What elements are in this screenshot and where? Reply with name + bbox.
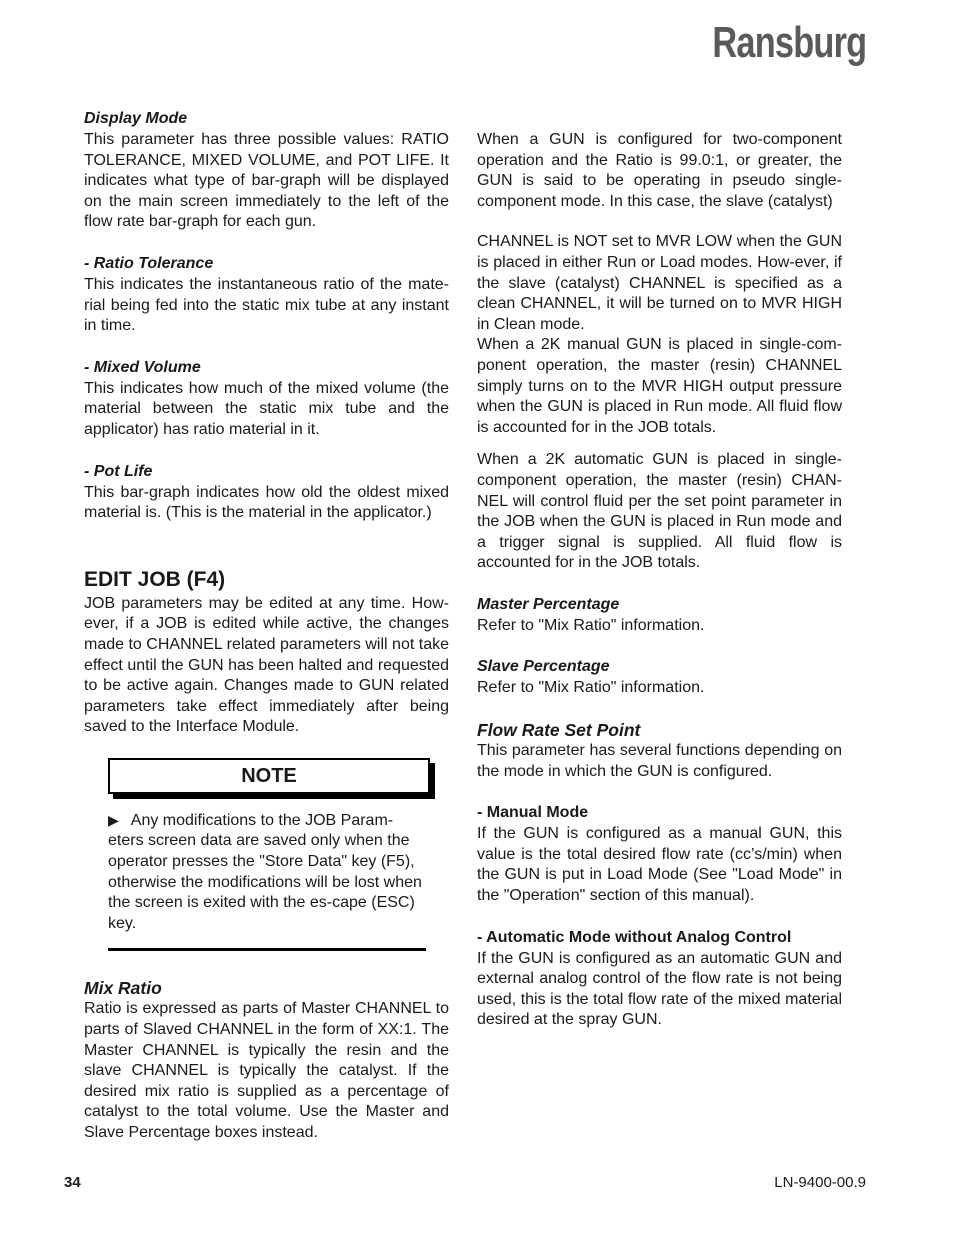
flow-rate-body: This parameter has several functions depending on the mode in which the GUN is configured. (477, 742, 842, 780)
edit-job-body: JOB parameters may be edited at any time. How-ever, if a JOB is edited while active, the changes made to CHANNEL related parameters will not take effect until the GUN has been halted and requested to be active again. Changes made to GUN related parameters take effect immediately after being saved to the Interface Module. (84, 594, 449, 736)
automatic-mode-heading: - Automatic Mode without Analog Control (477, 928, 792, 946)
automatic-2k-paragraph: When a 2K automatic GUN is placed in single-component operation, the master (resin) CHAN-NEL will control fluid per the set point parameter in the JOB when the GUN is placed in Run mode and a trigger signal is supplied. All fluid flow is accounted for in the JOB totals. (477, 451, 842, 572)
ratio-tolerance-heading: - Ratio Tolerance (84, 254, 214, 272)
manual-2k-paragraph: When a 2K manual GUN is placed in single-com-ponent operation, the master (resin) CHANNEL simply turns on to the MVR HIGH output pressure when the GUN is placed in Run mode. All fluid flow is accounted for in the JOB totals. (477, 336, 842, 436)
flow-rate-heading: Flow Rate Set Point (477, 720, 641, 741)
right-column (477, 130, 842, 1031)
document-number: LN-9400-00.9 (774, 1174, 866, 1191)
note-text: Any modifications to the JOB Param-eters screen data are saved only when the operator presses the "Store Data" key (F5), otherwise the modifications will be lost when the screen is exited with the es-cape (ESC) key. (108, 811, 422, 932)
note-title: NOTE (241, 764, 297, 787)
left-column (84, 108, 449, 1144)
automatic-mode-body: If the GUN is configured as an automatic GUN and external analog control of the flow rate is not being used, this is the total flow rate of the mixed material desired at the spray GUN. (477, 949, 842, 1029)
ransburg-logo: Ransburg (712, 18, 866, 67)
ratio-tolerance-body: This indicates the instantaneous ratio of the mate-rial being fed into the static mix tube at any instant in time. (84, 275, 449, 335)
pot-life-heading: - Pot Life (84, 462, 153, 480)
mixed-volume-body: This indicates how much of the mixed volume (the material between the static mix tube and the applicator) has ratio material in it. (84, 379, 449, 438)
note-body (108, 810, 428, 935)
note-title-box (108, 758, 430, 794)
slave-percentage-heading: Slave Percentage (477, 658, 610, 676)
mix-ratio-heading: Mix Ratio (84, 978, 162, 999)
display-mode-body: This parameter has three possible values: RATIO TOLERANCE, MIXED VOLUME, and POT LIFE. It indicates what type of bar-graph will be displayed on the main screen immediately to the left of the flow rate bar-graph for each gun. (84, 131, 449, 231)
master-percentage-body: Refer to "Mix Ratio" information. (477, 616, 705, 634)
mix-ratio-body: Ratio is expressed as parts of Master CHANNEL to parts of Slaved CHANNEL in the form of XX:1. The Master CHANNEL is typically the resin and the slave CHANNEL is typically the catalyst. If the desired mix ratio is supplied as a percentage of catalyst to the total volume. Use the Master and Slave Percentage boxes instead. (84, 1000, 449, 1141)
mixed-volume-heading: - Mixed Volume (84, 358, 201, 376)
master-percentage-heading: Master Percentage (477, 595, 620, 613)
arrow-right-icon: ▶ (108, 811, 119, 828)
display-mode-heading: Display Mode (84, 110, 188, 127)
edit-job-heading: EDIT JOB (F4) (84, 567, 226, 591)
page-number: 34 (64, 1174, 81, 1191)
slave-percentage-body: Refer to "Mix Ratio" information. (477, 679, 705, 697)
pot-life-body: This bar-graph indicates how old the oldest mixed material is. (This is the material in the applicator.) (84, 483, 449, 522)
pseudo-single-paragraph: When a GUN is configured for two-component operation and the Ratio is 99.0:1, or greater, the GUN is said to be operating in pseudo single-component mode. In this case, the slave (catalyst) (477, 131, 842, 210)
channel-not-mvr-paragraph: CHANNEL is NOT set to MVR LOW when the GUN is placed in either Run or Load modes. How-ever, if the slave (catalyst) CHANNEL is specified as a clean CHANNEL, it will be turned on to MVR HIGH in Clean mode. (477, 233, 842, 333)
manual-mode-heading: - Manual Mode (477, 804, 589, 822)
manual-mode-body: If the GUN is configured as a manual GUN, this value is the total desired flow rate (cc’s/min) when the GUN is put in Load Mode (See "Load Mode" in the "Operation" section of this manual). (477, 825, 842, 905)
